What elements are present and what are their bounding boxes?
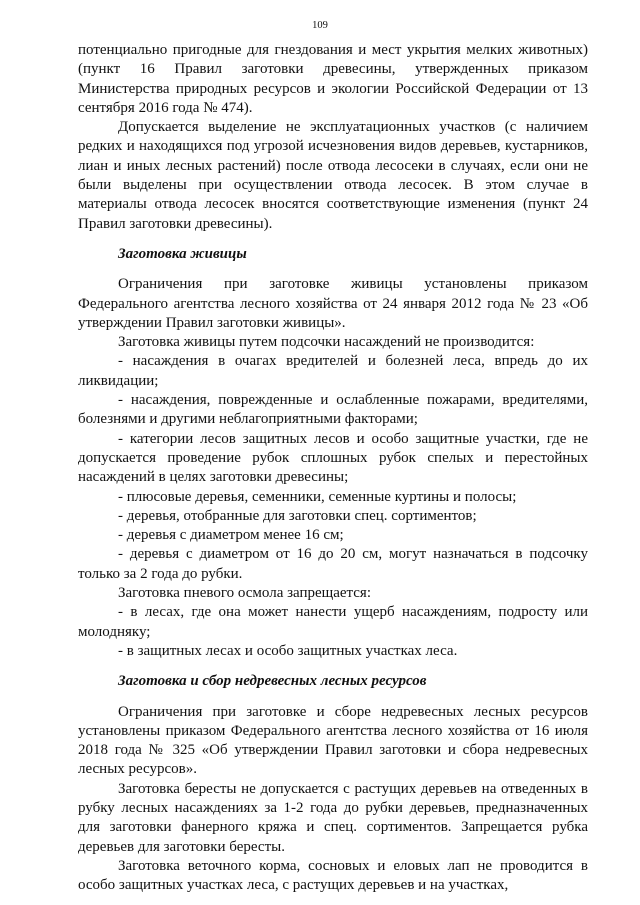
document-body <box>78 41 588 895</box>
list-item: - в лесах, где она может нанести ущерб насаждениям, подросту или молодняку; <box>78 604 588 640</box>
paragraph: Допускается выделение не эксплуатационных участков (с наличием редких и находящихся под угрозой исчезновения видов деревьев, кустарников, лиан и иных лесных растений) после отвода лесосеки в случаях, если они не были выделены при осуществлении отвода лесосек. В этом случае в материалы отвода лесосек вносятся соответствующие изменения (пункт 24 Правил заготовки древесины). <box>78 119 588 232</box>
page-number: 109 <box>312 20 328 31</box>
section-heading: Заготовка живицы <box>118 245 247 262</box>
paragraph: потенциально пригодные для гнездования и мест укрытия мелких животных) (пункт 16 Правил заготовки древесины, утвержденных приказом Министерства природных ресурсов и экологии Российской Федерации от 13 сентября 2016 года № 474). <box>78 42 588 116</box>
list-item: - категории лесов защитных лесов и особо защитные участки, где не допускается проведение рубок сплошных рубок спелых и перестойных насаждений в целях заготовки древесины; <box>78 430 588 486</box>
paragraph: Ограничения при заготовке и сборе недревесных лесных ресурсов установлены приказом Федерального агентства лесного хозяйства от 16 июля 2018 года № 325 «Об утверждении Правил заготовки и сбора недревесных лесных ресурсов». <box>78 703 588 778</box>
list-item: - деревья, отобранные для заготовки спец. сортиментов; <box>118 507 477 524</box>
list-item: - деревья с диаметром менее 16 см; <box>118 527 344 544</box>
paragraph: Заготовка пневого осмола запрещается: <box>118 585 372 602</box>
list-item: - плюсовые деревья, семенники, семенные куртины и полосы; <box>118 488 517 505</box>
list-item: - деревья с диаметром от 16 до 20 см, могут назначаться в подсочку только за 2 года до рубки. <box>78 546 588 582</box>
paragraph: Заготовка бересты не допускается с растущих деревьев на отведенных в рубку лесных насаждениях за 1-2 года до рубки деревьев, предназначенных для заготовки фанерного кряжа и спец. сортиментов. Запрещается рубка деревьев для заготовки бересты. <box>78 780 588 855</box>
list-item: - насаждения, поврежденные и ослабленные пожарами, вредителями, болезнями и другими неблагоприятными факторами; <box>78 392 588 428</box>
section-heading: Заготовка и сбор недревесных лесных ресурсов <box>118 673 427 690</box>
paragraph: Ограничения при заготовке живицы установлены приказом Федерального агентства лесного хозяйства от 24 января 2012 года № 23 «Об утверждении Правил заготовки живицы». <box>78 276 588 331</box>
paragraph: Заготовка веточного корма, сосновых и еловых лап не проводится в особо защитных участках леса, с растущих деревьев и на участках, <box>78 857 588 894</box>
list-item: - в защитных лесах и особо защитных участках леса. <box>118 642 458 659</box>
list-item: - насаждения в очагах вредителей и болезней леса, впредь до их ликвидации; <box>78 353 588 389</box>
paragraph: Заготовка живицы путем подсочки насаждений не производится: <box>118 334 535 351</box>
